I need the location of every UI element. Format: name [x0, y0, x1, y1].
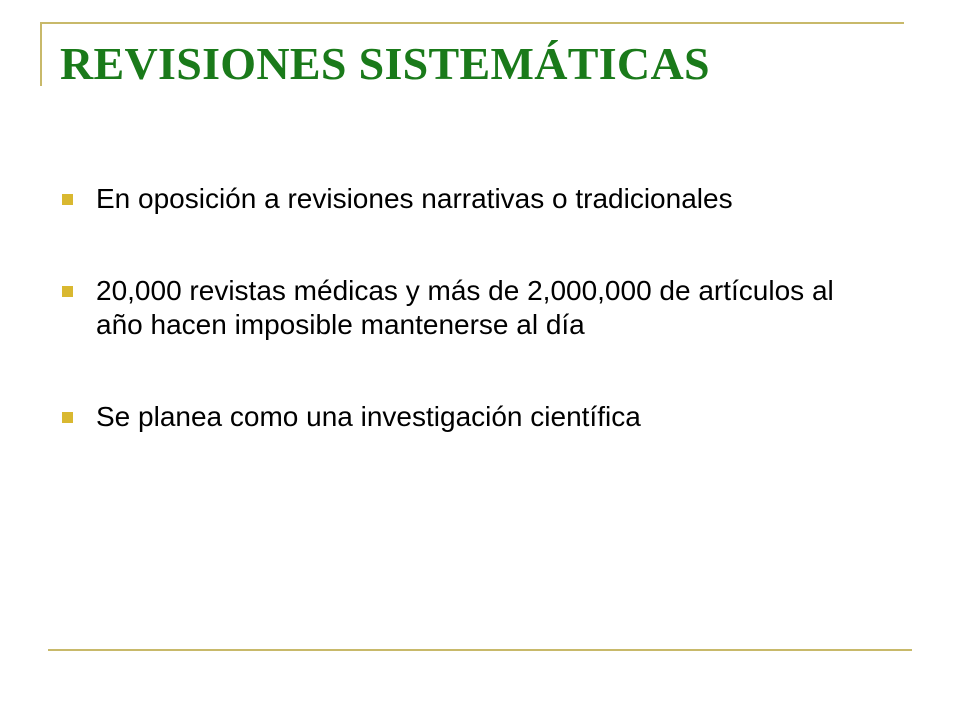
square-bullet-icon — [62, 412, 73, 423]
bullet-item — [60, 182, 860, 216]
square-bullet-icon — [62, 286, 73, 297]
bullet-text: En oposición a revisiones narrativas o tradicionales — [96, 183, 733, 214]
bullet-item — [60, 400, 860, 434]
frame-top-rule — [40, 22, 904, 24]
slide-title: REVISIONES SISTEMÁTICAS — [60, 38, 710, 89]
bullet-text: Se planea como una investigación científica — [96, 401, 641, 432]
frame-bottom-rule — [48, 649, 912, 651]
bullet-list — [60, 182, 860, 434]
square-bullet-icon — [62, 194, 73, 205]
frame-left-rule — [40, 22, 42, 86]
bullet-text: 20,000 revistas médicas y más de 2,000,000 de artículos al año hacen imposible mantenerse al día — [96, 275, 834, 340]
bullet-item — [60, 274, 860, 342]
